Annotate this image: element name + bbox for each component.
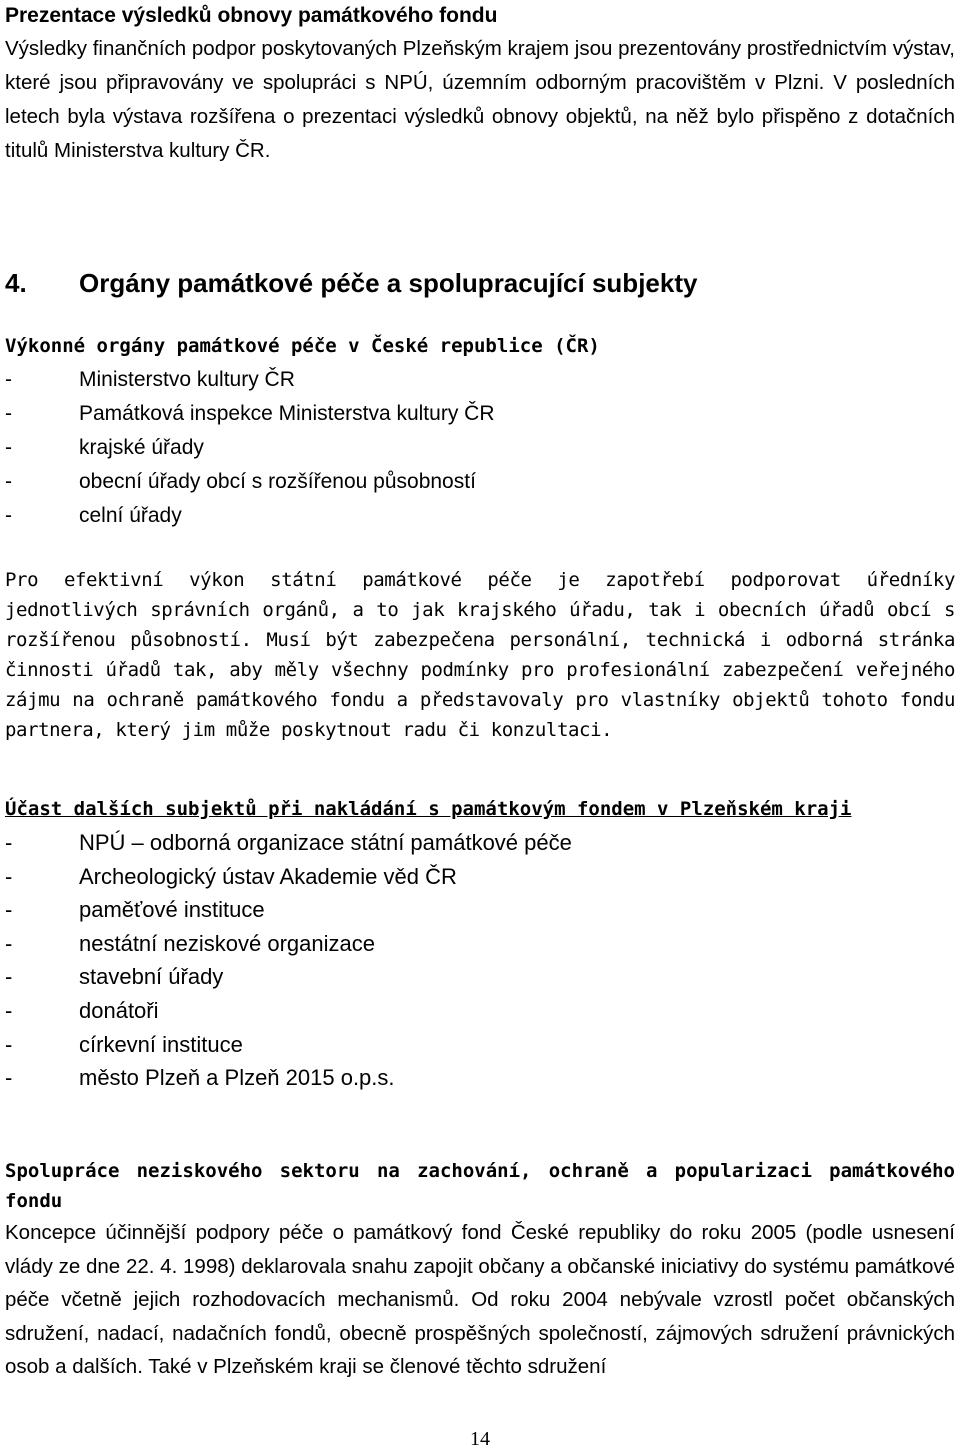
section-paragraph: Výsledky finančních podpor poskytovaných Plzeňským krajem jsou prezentovány prostřednictvím výstav, které jsou připravovány ve spolupráci s NPÚ, územním odborným pracovištěm v Plzni. V posledních letech byla výstava rozšířena o prezentaci výsledků obnovy objektů, na něž bylo přispěno z dotačních titulů Ministerstva kultury ČR. <box>5 37 955 162</box>
section-paragraph: Koncepce účinnější podpory péče o památkový fond České republiky do roku 2005 (podle usnesení vlády ze dne 22. 4. 1998) deklarovala snahu zapojit občany a občanské iniciativy do systému památkové péče včetně jejich rozhodovacích mechanismů. Od roku 2004 nebývale vzrostl počet občanských sdružení, nadací, nadačních fondů, obecně prospěšných společností, zájmových sdružení právnických osob a dalších. Také v Plzeňském kraji se členové těchto sdružení <box>5 1221 955 1379</box>
list-item <box>5 465 955 499</box>
list-item-text: stavební úřady <box>79 964 224 990</box>
list-item <box>5 1061 955 1095</box>
bullet-list <box>5 363 955 533</box>
executive-paragraph-block <box>5 565 955 745</box>
list-item-text: Ministerstvo kultury ČR <box>79 368 295 391</box>
chapter-number: 4. <box>5 268 27 298</box>
list-item <box>5 860 955 894</box>
dash-bullet: - <box>5 504 12 527</box>
section-heading: Spolupráce neziskového sektoru na zachování, ochraně a popularizaci památkového fondu <box>5 1160 955 1212</box>
section-heading: Účast dalších subjektů při nakládání s památkovým fondem v Plzeňském kraji <box>5 798 852 820</box>
list-item-text: paměťové instituce <box>79 897 265 923</box>
bullet-list <box>5 826 955 1095</box>
list-item-text: NPÚ – odborná organizace státní památkové péče <box>79 830 572 855</box>
list-item <box>5 499 955 533</box>
list-item <box>5 397 955 431</box>
list-item <box>5 960 955 994</box>
dash-bullet: - <box>5 930 13 956</box>
dash-bullet: - <box>5 402 12 425</box>
list-item <box>5 1028 955 1062</box>
list-item <box>5 994 955 1028</box>
list-item <box>5 927 955 961</box>
list-item-text: nestátní neziskové organizace <box>79 930 375 956</box>
list-item-text: krajské úřady <box>79 436 204 459</box>
dash-bullet: - <box>5 897 13 923</box>
section-paragraph: Pro efektivní výkon státní památkové péče je zapotřebí podporovat úředníky jednotlivých správních orgánů, a to jak krajského úřadu, tak i obecních úřadů obcí s rozšířenou působností. Musí být zabezpečena personální, technická i odborná stránka činnosti úřadů tak, aby měly všechny podmínky pro profesionální zabezpečení veřejného zájmu na ochraně památkového fondu a představovaly pro vlastníky objektů tohoto fondu partnera, který jim může poskytnout radu či konzultaci. <box>5 569 955 741</box>
dash-bullet: - <box>5 1065 13 1091</box>
page-number: 14 <box>470 1428 490 1450</box>
dash-bullet: - <box>5 863 13 889</box>
dash-bullet: - <box>5 1031 13 1057</box>
section-other-subjects <box>5 792 955 1095</box>
list-item-text: Archeologický ústav Akademie věd ČR <box>79 863 457 889</box>
list-item-text: donátoři <box>79 997 159 1023</box>
list-item-text: církevní instituce <box>79 1031 243 1057</box>
section-heading: Výkonné orgány památkové péče v České republice (ČR) <box>5 335 600 357</box>
list-item <box>5 363 955 397</box>
list-item-text: obecní úřady obcí s rozšířenou působností <box>79 470 476 493</box>
dash-bullet: - <box>5 368 12 391</box>
dash-bullet: - <box>5 470 12 493</box>
chapter-heading <box>5 266 955 300</box>
dash-bullet: - <box>5 997 13 1023</box>
section-nonprofit <box>5 1156 955 1384</box>
section-heading: Prezentace výsledků obnovy památkového fondu <box>5 4 498 27</box>
section-presentation <box>5 0 955 168</box>
list-item <box>5 431 955 465</box>
list-item-text: město Plzeň a Plzeň 2015 o.p.s. <box>79 1065 395 1091</box>
list-item <box>5 826 955 860</box>
dash-bullet: - <box>5 964 13 990</box>
list-item-text: celní úřady <box>79 504 182 527</box>
dash-bullet: - <box>5 830 13 855</box>
section-executive-bodies <box>5 329 955 533</box>
list-item <box>5 893 955 927</box>
list-item-text: Památková inspekce Ministerstva kultury ČR <box>79 402 495 425</box>
dash-bullet: - <box>5 436 12 459</box>
chapter-title: Orgány památkové péče a spolupracující subjekty <box>79 268 698 298</box>
